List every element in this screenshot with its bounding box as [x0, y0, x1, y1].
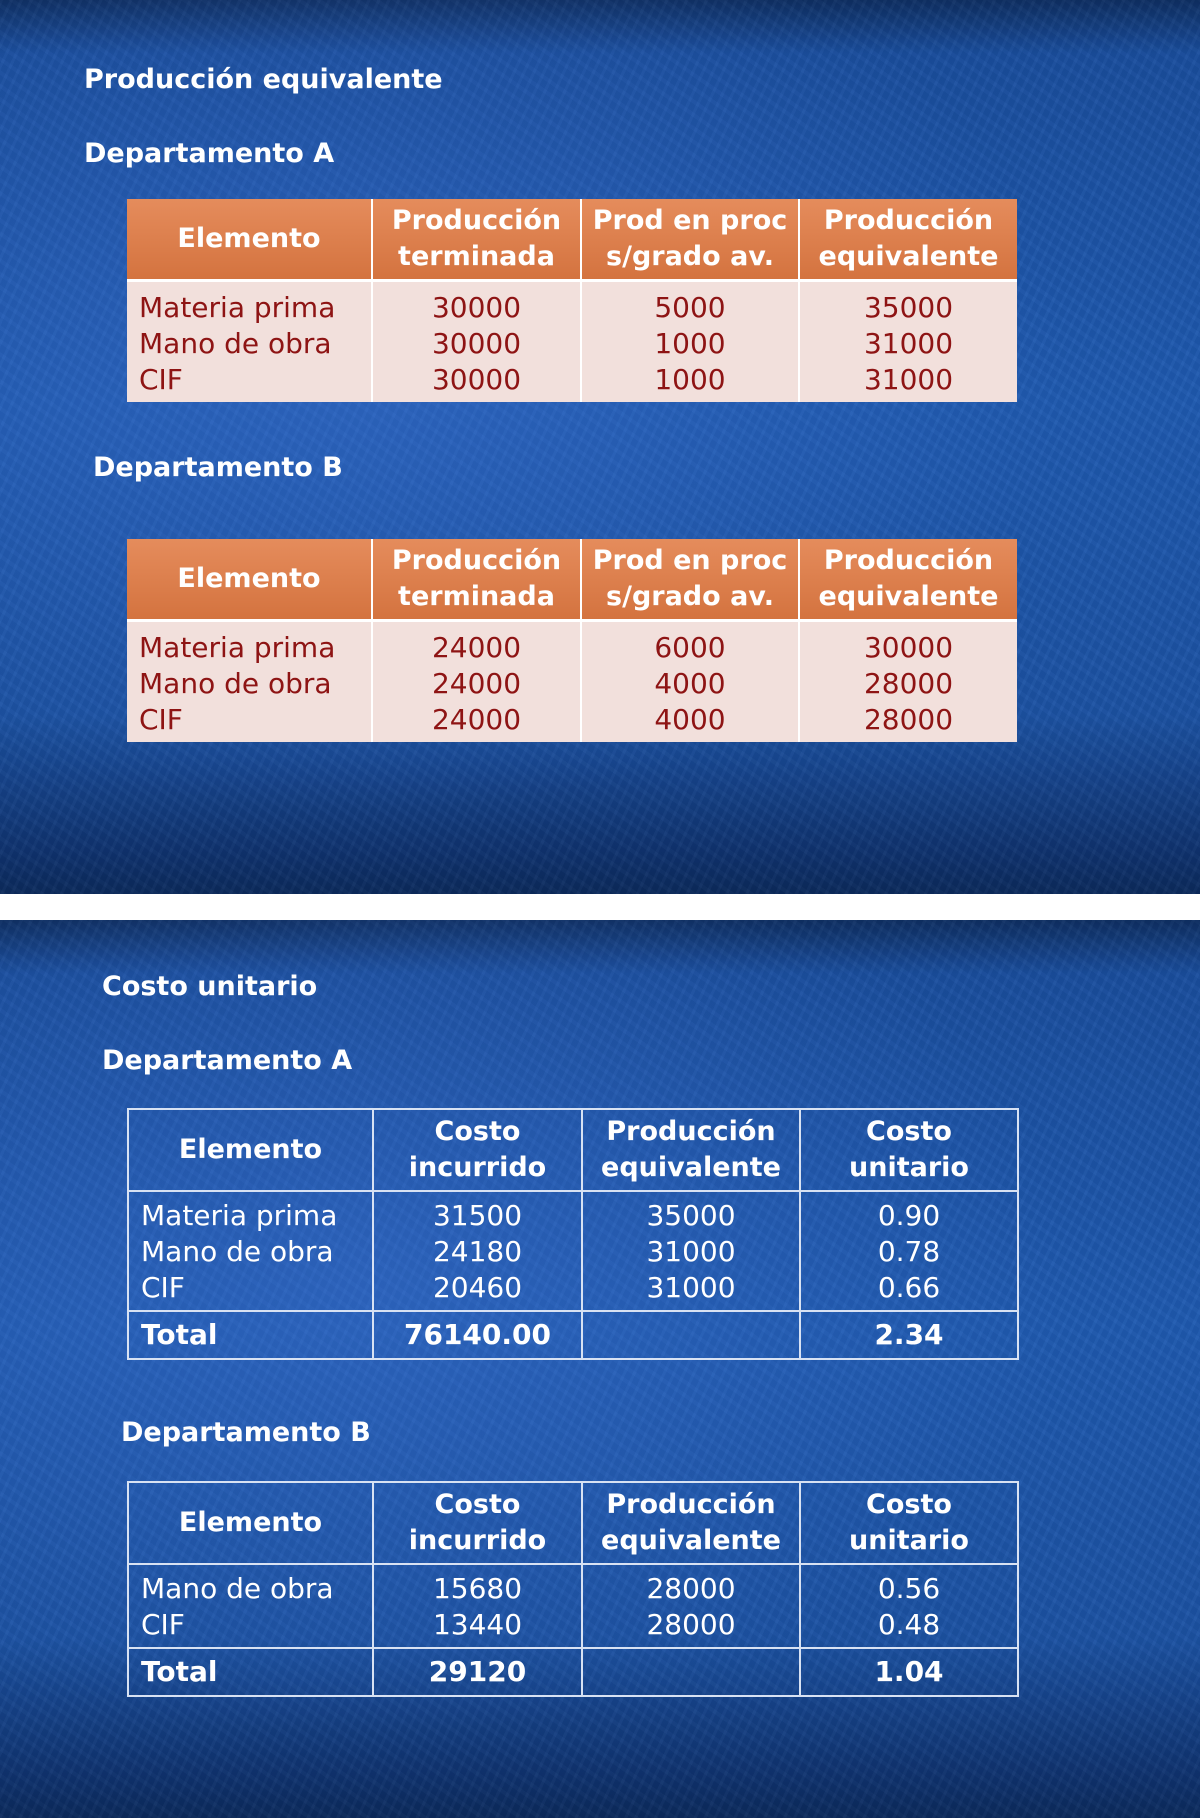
table-header-row — [128, 1109, 1018, 1191]
cell-value: 6000 — [581, 621, 799, 667]
table-header-row — [127, 199, 1017, 281]
cell-value: 28000 — [799, 702, 1017, 742]
cell-elemento: Materia prima — [128, 1191, 373, 1234]
table-row — [128, 1234, 1018, 1270]
cell-value: 35000 — [799, 281, 1017, 327]
cell-value: 5000 — [581, 281, 799, 327]
cell-elemento: CIF — [128, 1607, 373, 1648]
cell-total-value: 29120 — [373, 1648, 582, 1696]
section-heading-dept-a: Departamento A — [102, 1045, 353, 1076]
cell-elemento: Mano de obra — [128, 1564, 373, 1607]
table-costo-unitario-dept-a — [127, 1108, 1019, 1360]
cell-value: 13440 — [373, 1607, 582, 1648]
slide-costo-unitario — [0, 920, 1200, 1818]
cell-total-value: 2.34 — [800, 1311, 1018, 1359]
col-header-produccion-terminada: Producción terminada — [372, 199, 581, 281]
cell-value: 30000 — [372, 362, 581, 402]
table-header-row — [128, 1482, 1018, 1564]
col-header-costo-unitario: Costo unitario — [800, 1482, 1018, 1564]
col-header-produccion-equivalente: Producción equivalente — [799, 539, 1017, 621]
table-row — [127, 362, 1017, 402]
cell-value: 31500 — [373, 1191, 582, 1234]
cell-value: 24000 — [372, 666, 581, 702]
table-header-row — [127, 539, 1017, 621]
cell-elemento: CIF — [127, 702, 372, 742]
cell-elemento: Mano de obra — [127, 666, 372, 702]
cell-elemento: Materia prima — [127, 621, 372, 667]
cell-value: 24000 — [372, 702, 581, 742]
table-prod-equiv-dept-b — [127, 539, 1017, 742]
col-header-costo-incurrido: Costo incurrido — [373, 1482, 582, 1564]
cell-value: 1000 — [581, 362, 799, 402]
col-header-produccion-terminada: Producción terminada — [372, 539, 581, 621]
cell-elemento: Materia prima — [127, 281, 372, 327]
cell-total-label: Total — [128, 1311, 373, 1359]
col-header-elemento: Elemento — [127, 539, 372, 621]
table-row — [128, 1564, 1018, 1607]
table-row — [128, 1270, 1018, 1311]
cell-elemento: CIF — [128, 1270, 373, 1311]
table-row — [127, 666, 1017, 702]
cell-value: 24180 — [373, 1234, 582, 1270]
cell-value: 0.56 — [800, 1564, 1018, 1607]
section-heading-dept-b: Departamento B — [93, 452, 343, 483]
col-header-costo-incurrido: Costo incurrido — [373, 1109, 582, 1191]
cell-value: 4000 — [581, 702, 799, 742]
cell-value: 31000 — [799, 362, 1017, 402]
cell-total-value — [582, 1648, 800, 1696]
slide-title: Producción equivalente — [84, 64, 443, 95]
col-header-produccion-equivalente: Producción equivalente — [582, 1482, 800, 1564]
col-header-elemento: Elemento — [127, 199, 372, 281]
cell-elemento: Mano de obra — [128, 1234, 373, 1270]
col-header-prod-en-proceso: Prod en proc s/grado av. — [581, 199, 799, 281]
col-header-produccion-equivalente: Producción equivalente — [582, 1109, 800, 1191]
cell-value: 28000 — [582, 1607, 800, 1648]
cell-total-label: Total — [128, 1648, 373, 1696]
table-row — [127, 702, 1017, 742]
table-row — [127, 621, 1017, 667]
cell-value: 0.66 — [800, 1270, 1018, 1311]
table-total-row — [128, 1311, 1018, 1359]
cell-total-value — [582, 1311, 800, 1359]
cell-value: 28000 — [799, 666, 1017, 702]
slide-title: Costo unitario — [102, 971, 318, 1002]
cell-value: 31000 — [799, 326, 1017, 362]
table-row — [127, 326, 1017, 362]
cell-value: 0.78 — [800, 1234, 1018, 1270]
table-row — [128, 1191, 1018, 1234]
section-heading-dept-b: Departamento B — [121, 1417, 371, 1448]
cell-value: 30000 — [372, 281, 581, 327]
cell-value: 31000 — [582, 1234, 800, 1270]
cell-value: 4000 — [581, 666, 799, 702]
col-header-prod-en-proceso: Prod en proc s/grado av. — [581, 539, 799, 621]
cell-value: 28000 — [582, 1564, 800, 1607]
table-row — [128, 1607, 1018, 1648]
table-row — [127, 281, 1017, 327]
cell-total-value: 76140.00 — [373, 1311, 582, 1359]
col-header-costo-unitario: Costo unitario — [800, 1109, 1018, 1191]
table-costo-unitario-dept-b — [127, 1481, 1019, 1697]
cell-elemento: Mano de obra — [127, 326, 372, 362]
cell-value: 20460 — [373, 1270, 582, 1311]
cell-value: 15680 — [373, 1564, 582, 1607]
cell-value: 31000 — [582, 1270, 800, 1311]
cell-value: 24000 — [372, 621, 581, 667]
table-prod-equiv-dept-a — [127, 199, 1017, 402]
section-heading-dept-a: Departamento A — [84, 138, 335, 169]
cell-value: 1000 — [581, 326, 799, 362]
col-header-elemento: Elemento — [128, 1109, 373, 1191]
col-header-elemento: Elemento — [128, 1482, 373, 1564]
table-total-row — [128, 1648, 1018, 1696]
cell-elemento: CIF — [127, 362, 372, 402]
cell-total-value: 1.04 — [800, 1648, 1018, 1696]
slide-produccion-equivalente — [0, 0, 1200, 894]
col-header-produccion-equivalente: Producción equivalente — [799, 199, 1017, 281]
cell-value: 30000 — [799, 621, 1017, 667]
cell-value: 0.48 — [800, 1607, 1018, 1648]
cell-value: 0.90 — [800, 1191, 1018, 1234]
cell-value: 30000 — [372, 326, 581, 362]
cell-value: 35000 — [582, 1191, 800, 1234]
